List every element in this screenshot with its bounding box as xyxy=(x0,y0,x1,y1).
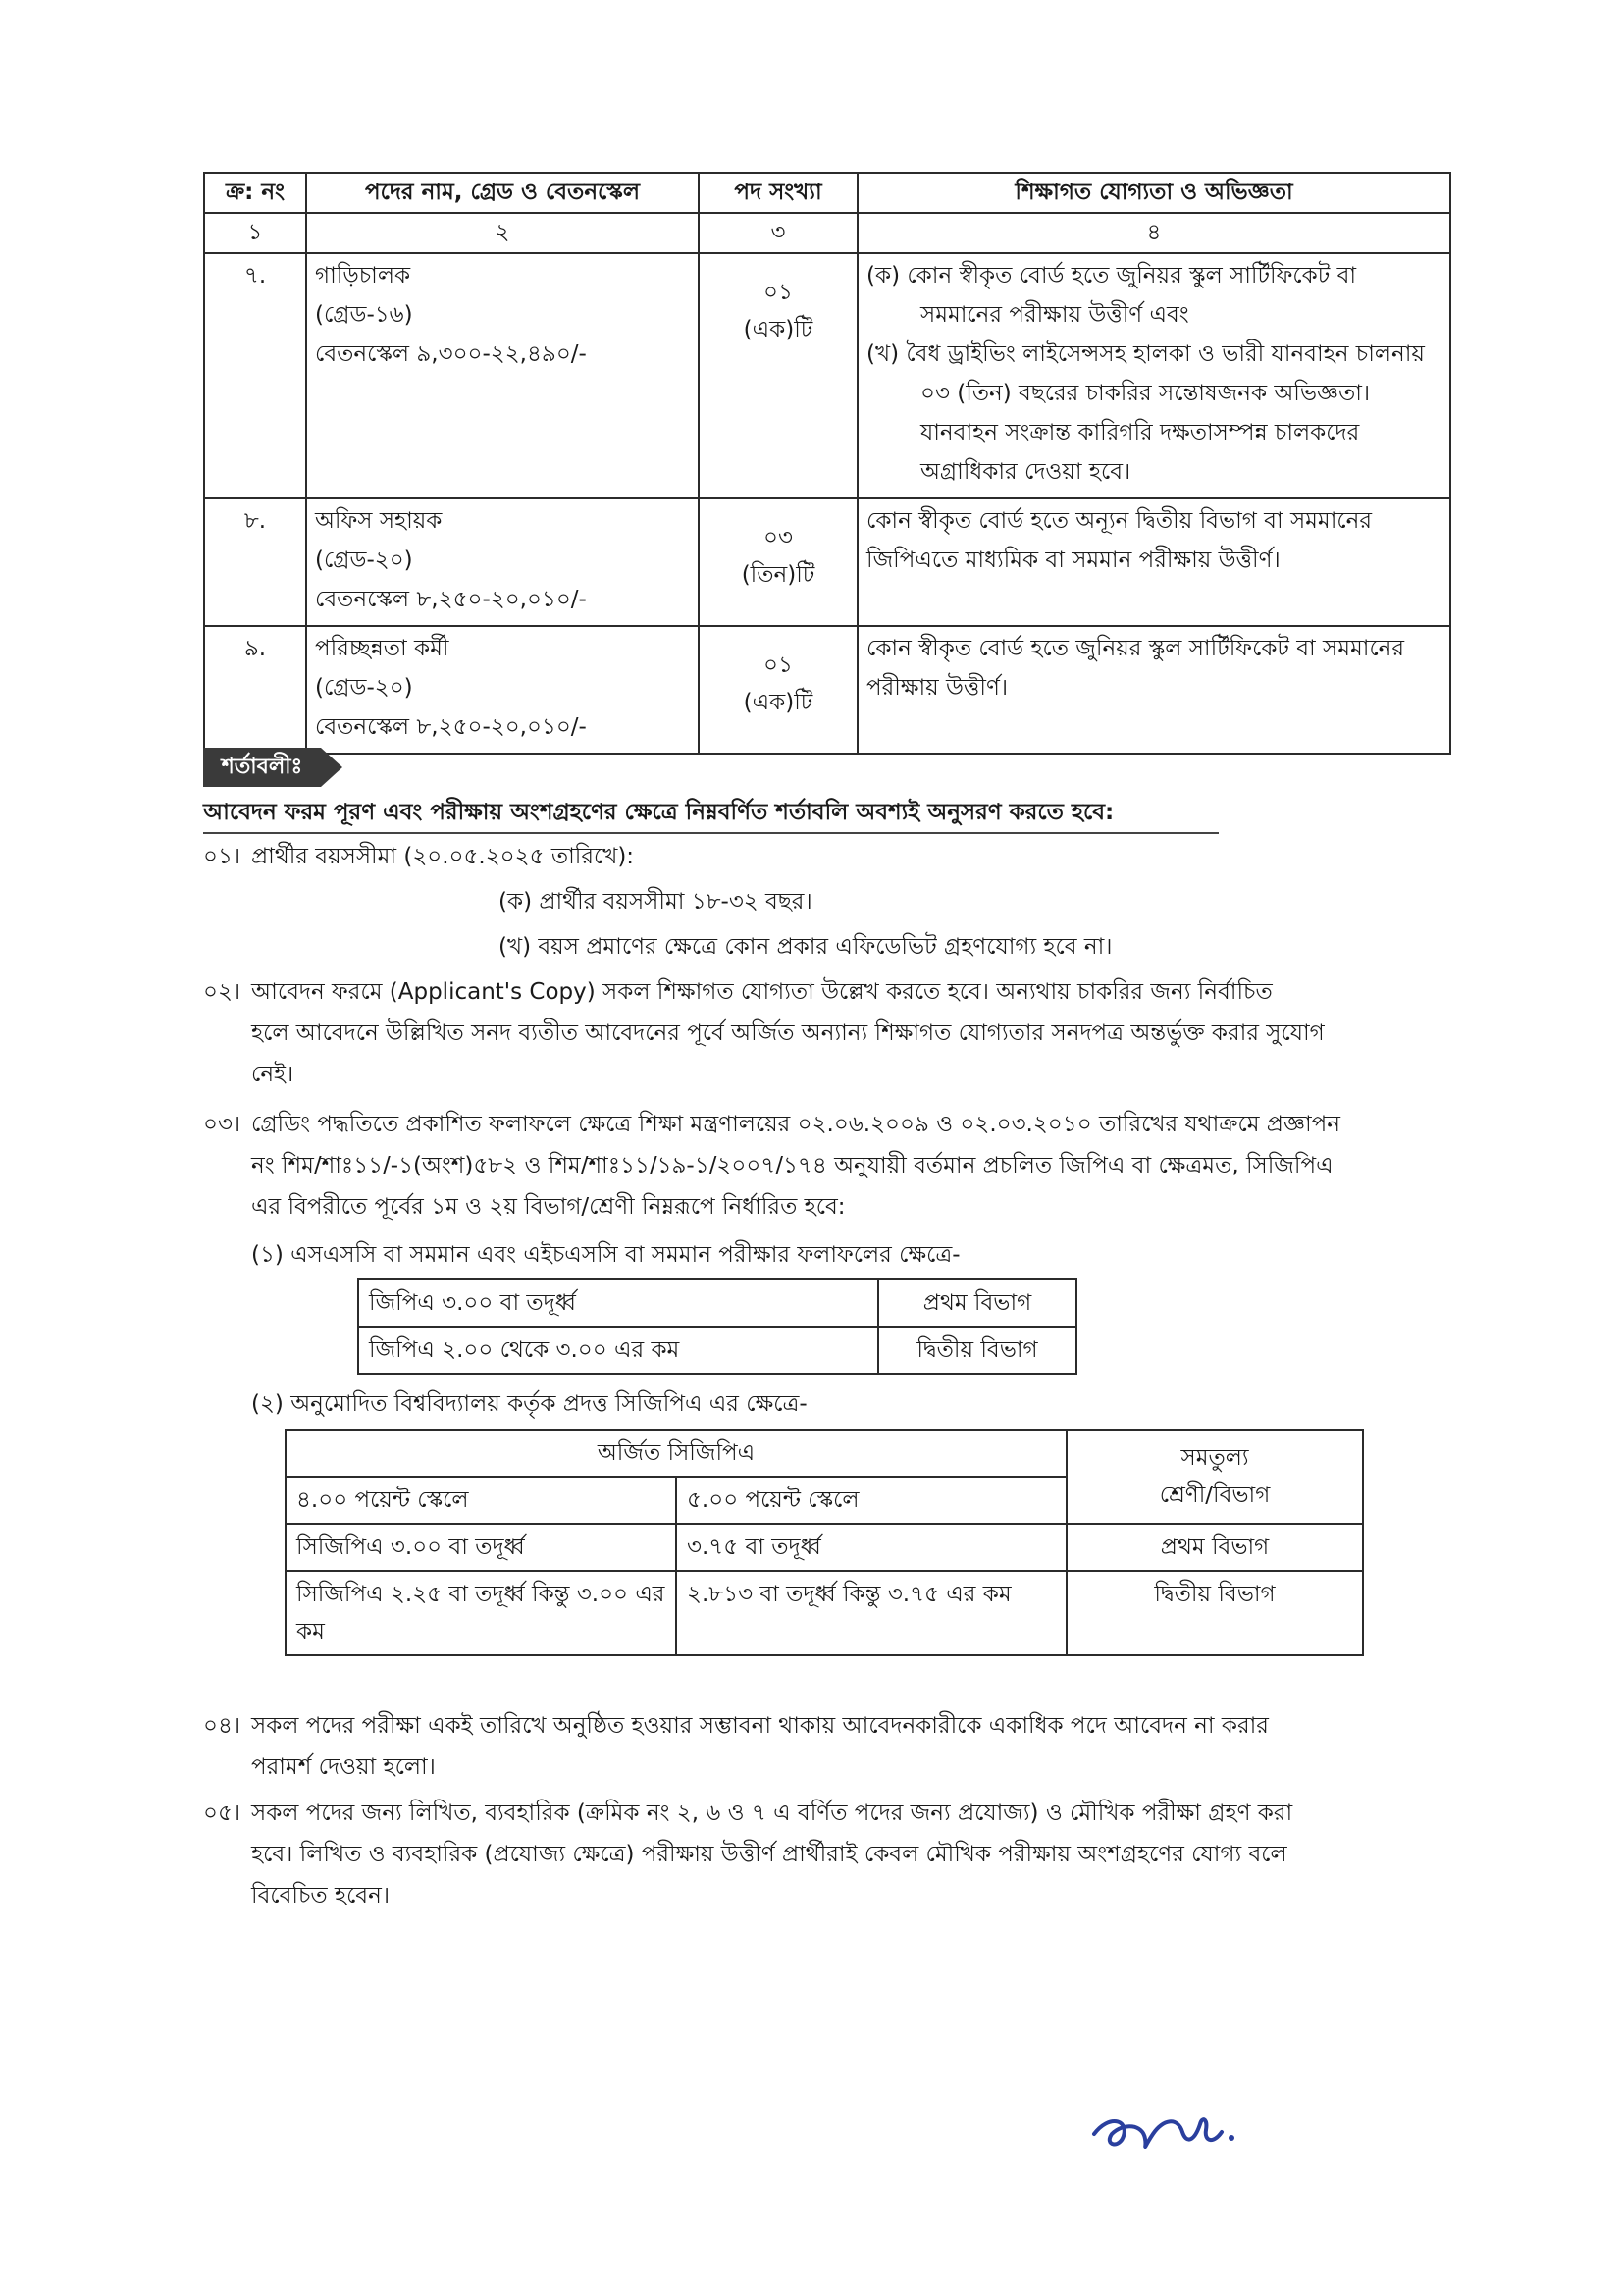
condition-04-line: সকল পদের পরীক্ষা একই তারিখে অনুষ্ঠিত হওয়ার সম্ভাবনা থাকায় আবেদনকারীকে একাধিক পদে আবেদন না করার xyxy=(251,1713,1269,1739)
colnum: ৪ xyxy=(858,213,1450,253)
cgpa-scale-4: সিজিপিএ ৩.০০ বা তদূর্ধ্ব xyxy=(286,1524,676,1571)
conditions-heading: আবেদন ফরম পূরণ এবং পরীক্ষায় অংশগ্রহণের ক্ষেত্রে নিম্নবর্ণিত শর্তাবলি অবশ্যই অনুসরণ করতে হবে: xyxy=(203,800,1115,825)
condition-04-text xyxy=(251,1705,1269,1788)
gpa-table xyxy=(357,1278,1077,1375)
condition-03-line: নং শিম/শাঃ১১/-১(অংশ)৫৮২ ও শিম/শাঃ১১/১৯-১/২০০৭/১৭৪ অনুযায়ী বর্তমান প্রচলিত জিপিএ বা ক্ষেত্রমত, সিজিপিএ xyxy=(251,1153,1334,1178)
cgpa-table xyxy=(285,1429,1364,1656)
count-number: ০১ xyxy=(763,652,793,678)
condition-02-line: আবেদন ফরমে (Applicant's Copy) সকল শিক্ষাগত যোগ্যতা উল্লেখ করতে হবে। অন্যথায় চাকরির জন্য নির্বাচিত xyxy=(251,979,1273,1005)
condition-03-text xyxy=(251,1104,1340,1227)
table-row xyxy=(358,1279,1076,1327)
cgpa-division: দ্বিতীয় বিভাগ xyxy=(1067,1571,1363,1655)
cgpa-scale-5: ২.৮১৩ বা তদূর্ধ্ব কিন্তু ৩.৭৫ এর কম xyxy=(676,1571,1067,1655)
count-words: (তিন)টি xyxy=(741,562,815,588)
cgpa-subheading: (২) অনুমোদিত বিশ্ববিদ্যালয় কর্তৃক প্রদত্ত সিজিপিএ এর ক্ষেত্রে- xyxy=(251,1391,808,1417)
post-scale: বেতনস্কেল ৮,২৫০-২০,০১০/- xyxy=(315,587,587,612)
condition-number: ০৩। xyxy=(203,1112,241,1137)
post-scale: বেতনস্কেল ৯,৩০০-২২,৪৯০/- xyxy=(315,341,587,367)
header-qualification: শিক্ষাগত যোগ্যতা ও অভিজ্ঞতা xyxy=(858,173,1450,213)
header-post-name: পদের নাম, গ্রেড ও বেতনস্কেল xyxy=(306,173,699,213)
qualification-item: কোন স্বীকৃত বোর্ড হতে জুনিয়র স্কুল সার্টিফিকেট বা সমমানের পরীক্ষায় উত্তীর্ণ। xyxy=(866,636,1405,701)
post-grade: (গ্রেড-১৬) xyxy=(315,302,413,328)
header-serial: ক্র: নং xyxy=(204,173,306,213)
condition-03-line: গ্রেডিং পদ্ধতিতে প্রকাশিত ফলাফলে ক্ষেত্রে শিক্ষা মন্ত্রণালয়ের ০২.০৬.২০০৯ ও ০২.০৩.২০১০ তারিখের যথাক্রমে প্রজ্ঞাপন xyxy=(251,1112,1340,1137)
count-number: ০১ xyxy=(763,280,793,305)
table-row xyxy=(286,1430,1363,1477)
colnum: ১ xyxy=(204,213,306,253)
count-cell xyxy=(699,626,858,754)
post-scale: বেতনস্কেল ৮,২৫০-২০,০১০/- xyxy=(315,714,587,740)
count-cell xyxy=(699,253,858,498)
gpa-division: দ্বিতীয় বিভাগ xyxy=(878,1327,1076,1374)
post-cell xyxy=(306,626,699,754)
condition-01-title: প্রার্থীর বয়সসীমা (২০.০৫.২০২৫ তারিখে): xyxy=(251,844,635,869)
gpa-range: জিপিএ ২.০০ থেকে ৩.০০ এর কম xyxy=(358,1327,878,1374)
heading-underline xyxy=(203,832,1219,834)
post-grade: (গ্রেড-২০) xyxy=(315,675,413,701)
serial-cell: ৮. xyxy=(204,498,306,626)
qualification-cell xyxy=(858,253,1450,498)
post-name: পরিচ্ছন্নতা কর্মী xyxy=(315,636,449,661)
post-name: গাড়িচালক xyxy=(315,263,411,288)
table-row xyxy=(204,498,1450,626)
post-cell xyxy=(306,253,699,498)
scale-5-header: ৫.০০ পয়েন্ট স্কেলে xyxy=(676,1477,1067,1524)
condition-05-line: সকল পদের জন্য লিখিত, ব্যবহারিক (ক্রমিক নং ২, ৬ ও ৭ এ বর্ণিত পদের জন্য প্রযোজ্য) ও মৌখিক পরীক্ষা গ্রহণ করা xyxy=(251,1800,1293,1826)
condition-number: ০২। xyxy=(203,979,241,1005)
condition-04-line: পরামর্শ দেওয়া হলো। xyxy=(251,1754,436,1780)
colnum: ২ xyxy=(306,213,699,253)
table-row xyxy=(204,253,1450,498)
qualification-item: কোন স্বীকৃত বোর্ড হতে অন্যূন দ্বিতীয় বিভাগ বা সমমানের জিপিএতে মাধ্যমিক বা সমমান পরীক্ষায় উত্তীর্ণ। xyxy=(866,508,1372,573)
count-cell xyxy=(699,498,858,626)
qualification-cell xyxy=(858,626,1450,754)
count-words: (এক)টি xyxy=(743,317,813,342)
qualification-item: (খ) বৈধ ড্রাইভিং লাইসেন্সসহ হালকা ও ভারী যানবাহন চালনায় ০৩ (তিন) বছরের চাকরির সন্তোষজনক অভিজ্ঞতা। যানবাহন সংক্রান্ত কারিগরি দক্ষতাসম্পন্ন চালকদের অগ্রাধিকার দেওয়া হবে। xyxy=(866,341,1425,485)
condition-05-line: হবে। লিখিত ও ব্যবহারিক (প্রযোজ্য ক্ষেত্রে) পরীক্ষায় উত্তীর্ণ প্রার্থীরাই কেবল মৌখিক পরীক্ষায় অংশগ্রহণের যোগ্য বলে xyxy=(251,1842,1287,1867)
posts-table xyxy=(203,172,1451,755)
class-division-label: শ্রেণী/বিভাগ xyxy=(1159,1483,1271,1508)
header-post-count: পদ সংখ্যা xyxy=(699,173,858,213)
gpa-range: জিপিএ ৩.০০ বা তদূর্ধ্ব xyxy=(358,1279,878,1327)
table-row xyxy=(358,1327,1076,1374)
posts-colnum-row xyxy=(204,213,1450,253)
post-name: অফিস সহায়ক xyxy=(315,508,443,534)
cgpa-division: প্রথম বিভাগ xyxy=(1067,1524,1363,1571)
colnum: ৩ xyxy=(699,213,858,253)
cgpa-equivalent-header xyxy=(1067,1430,1363,1524)
condition-03-line: এর বিপরীতে পূর্বের ১ম ও ২য় বিভাগ/শ্রেণী নিম্নরূপে নির্ধারিত হবে: xyxy=(251,1194,846,1220)
table-row xyxy=(286,1571,1363,1655)
condition-01-a: (ক) প্রার্থীর বয়সসীমা ১৮-৩২ বছর। xyxy=(498,889,812,914)
condition-02-line: হলে আবেদনে উল্লিখিত সনদ ব্যতীত আবেদনের পূর্বে অর্জিত অন্যান্য শিক্ষাগত যোগ্যতার সনদপত্র অন্তর্ভুক্ত করার সুযোগ xyxy=(251,1020,1325,1046)
serial-cell: ৭. xyxy=(204,253,306,498)
post-cell xyxy=(306,498,699,626)
posts-header-row xyxy=(204,173,1450,213)
gpa-subheading: (১) এসএসসি বা সমমান এবং এইচএসসি বা সমমান পরীক্ষার ফলাফলের ক্ষেত্রে- xyxy=(251,1242,961,1268)
condition-05-text xyxy=(251,1793,1292,1916)
condition-05-line: বিবেচিত হবেন। xyxy=(251,1883,391,1908)
qualification-cell xyxy=(858,498,1450,626)
condition-02-line: নেই। xyxy=(251,1062,294,1087)
condition-number: ০৪। xyxy=(203,1713,241,1739)
signature xyxy=(1084,2095,1251,2164)
cgpa-earned-header: অর্জিত সিজিপিএ xyxy=(286,1430,1067,1477)
condition-01-b: (খ) বয়স প্রমাণের ক্ষেত্রে কোন প্রকার এফিডেভিট গ্রহণযোগ্য হবে না। xyxy=(498,934,1113,960)
equivalent-label: সমতুল্য xyxy=(1180,1445,1249,1471)
condition-number: ০৫। xyxy=(203,1800,241,1826)
table-row xyxy=(204,626,1450,754)
condition-number: ০১। xyxy=(203,844,241,869)
conditions-tag: শর্তাবলীঃ xyxy=(203,748,321,787)
gpa-division: প্রথম বিভাগ xyxy=(878,1279,1076,1327)
cgpa-scale-5: ৩.৭৫ বা তদূর্ধ্ব xyxy=(676,1524,1067,1571)
post-grade: (গ্রেড-২০) xyxy=(315,548,413,573)
count-number: ০৩ xyxy=(763,525,793,550)
qualification-item: (ক) কোন স্বীকৃত বোর্ড হতে জুনিয়র স্কুল সার্টিফিকেট বা সমমানের পরীক্ষায় উত্তীর্ণ এবং xyxy=(866,263,1357,328)
condition-02-text xyxy=(251,971,1325,1095)
scale-4-header: ৪.০০ পয়েন্ট স্কেলে xyxy=(286,1477,676,1524)
table-row xyxy=(286,1524,1363,1571)
conditions-tag-arrow xyxy=(321,748,342,787)
cgpa-scale-4: সিজিপিএ ২.২৫ বা তদূর্ধ্ব কিন্তু ৩.০০ এর কম xyxy=(286,1571,676,1655)
serial-cell: ৯. xyxy=(204,626,306,754)
count-words: (এক)টি xyxy=(743,690,813,715)
